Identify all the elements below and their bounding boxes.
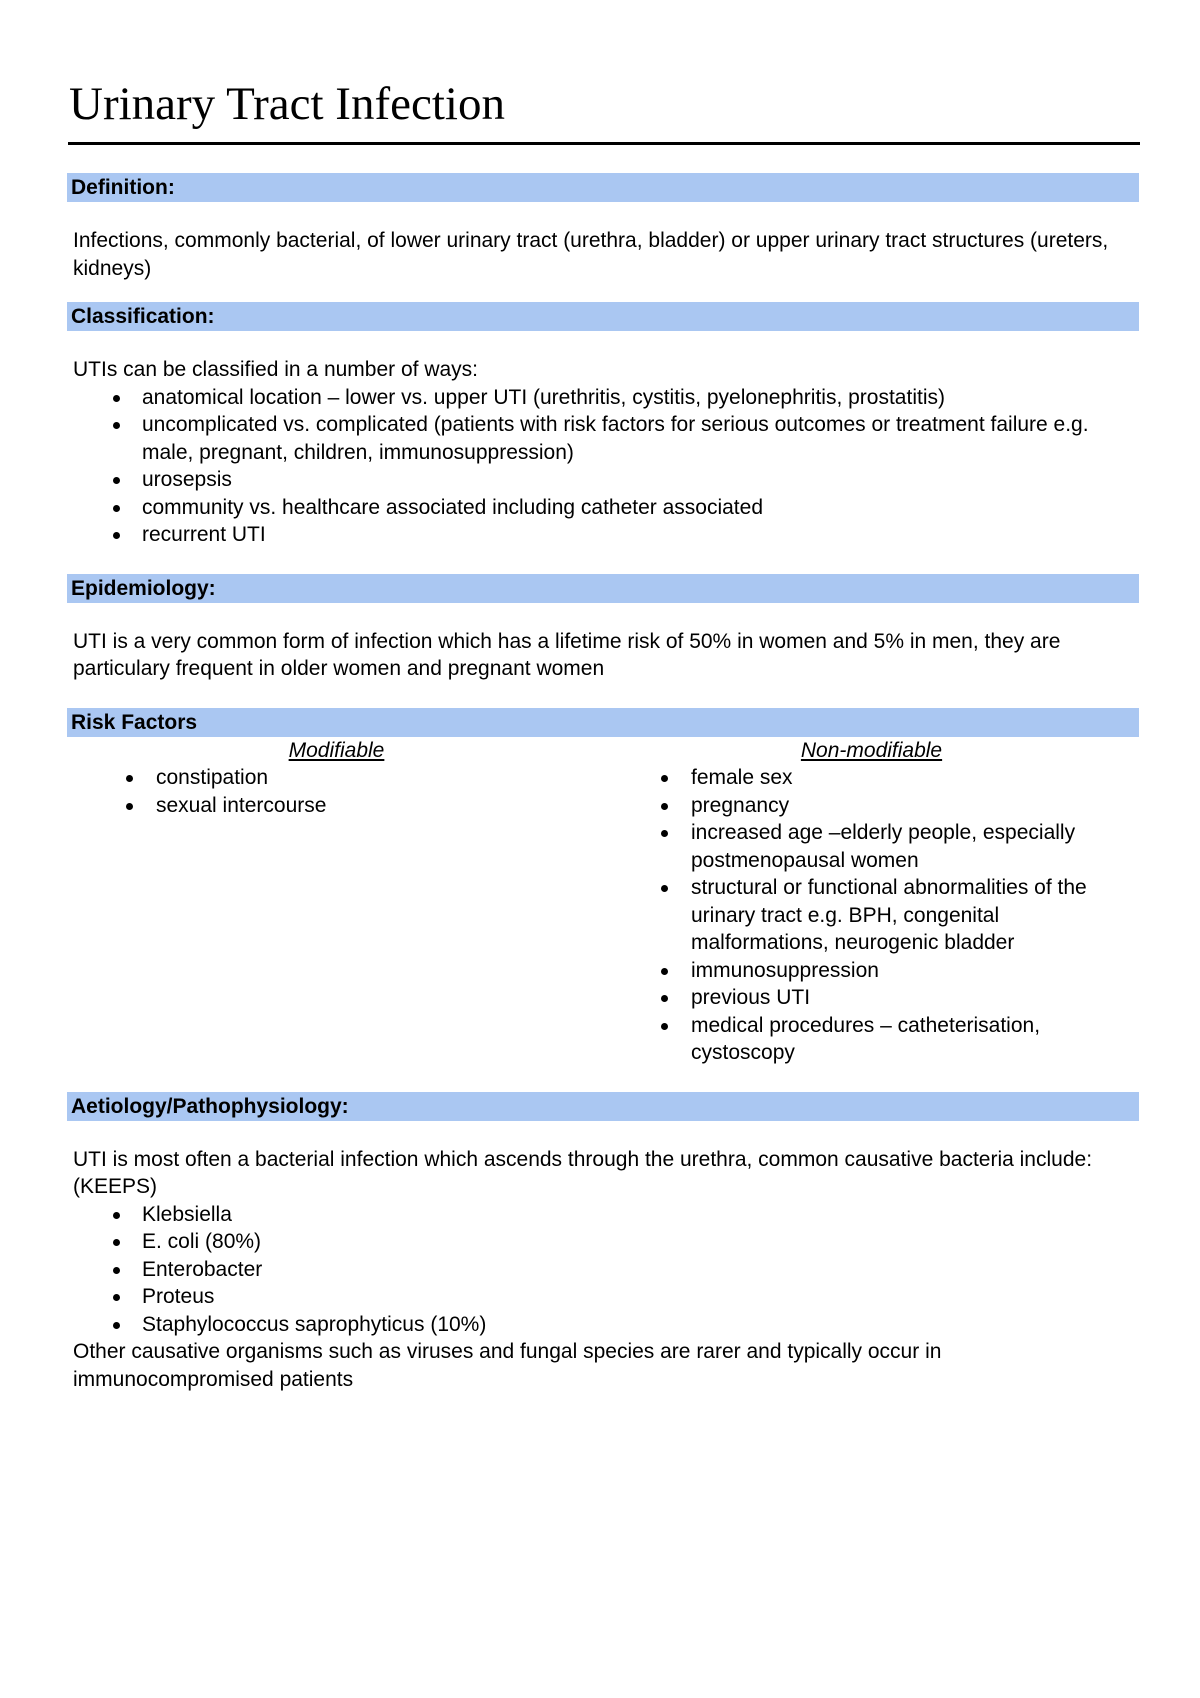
modifiable-list bbox=[69, 764, 604, 819]
list-item bbox=[69, 1311, 1139, 1339]
epidemiology-heading: Epidemiology: bbox=[67, 574, 1139, 603]
bullet-icon bbox=[661, 775, 668, 782]
bullet-icon bbox=[113, 1322, 120, 1329]
classification-intro: UTIs can be classified in a number of ways: bbox=[73, 358, 479, 381]
bullet-icon bbox=[113, 1267, 120, 1274]
list-item-text: Klebsiella bbox=[142, 1202, 232, 1226]
bullet-icon bbox=[661, 995, 668, 1002]
bullet-icon bbox=[126, 803, 133, 810]
bullet-icon bbox=[661, 830, 668, 837]
list-item bbox=[604, 1012, 1139, 1067]
bullet-icon bbox=[113, 477, 120, 484]
list-item bbox=[604, 984, 1139, 1012]
list-item-text: previous UTI bbox=[691, 986, 811, 1009]
list-item-text: constipation bbox=[156, 766, 269, 789]
bullet-icon bbox=[113, 505, 120, 512]
list-item bbox=[604, 792, 1139, 820]
list-item-text: increased age –elderly people, especially postmenopausal women bbox=[691, 821, 1076, 872]
list-item bbox=[69, 1201, 1139, 1229]
classification-heading: Classification: bbox=[67, 302, 1139, 331]
list-item bbox=[69, 792, 604, 820]
modifiable-column bbox=[69, 737, 604, 1067]
definition-text: Infections, commonly bacterial, of lower urinary tract (urethra, bladder) or upper urinary tract structures (ureters, kidneys) bbox=[73, 229, 1109, 280]
list-item bbox=[604, 874, 1139, 957]
list-item bbox=[69, 1283, 1139, 1311]
list-item bbox=[604, 819, 1139, 874]
modifiable-heading: Modifiable bbox=[288, 738, 385, 762]
list-item-text: medical procedures – catheterisation, cystoscopy bbox=[691, 1013, 1041, 1064]
non-modifiable-column bbox=[604, 737, 1139, 1067]
epidemiology-text: UTI is a very common form of infection which has a lifetime risk of 50% in women and 5% in men, they are particulary frequent in older women and pregnant women bbox=[73, 629, 1061, 680]
list-item-text: recurrent UTI bbox=[142, 523, 266, 546]
list-item bbox=[69, 764, 604, 792]
bullet-icon bbox=[661, 968, 668, 975]
risk-factors-heading: Risk Factors bbox=[67, 708, 1139, 737]
list-item-text: Staphylococcus saprophyticus (10%) bbox=[142, 1312, 487, 1336]
bullet-icon bbox=[661, 1023, 668, 1030]
bullet-icon bbox=[661, 803, 668, 810]
aetiology-outro: Other causative organisms such as viruses and fungal species are rarer and typically occur in immunocompromised patients bbox=[73, 1340, 942, 1391]
non-modifiable-heading: Non-modifiable bbox=[800, 738, 943, 762]
bullet-icon bbox=[113, 1239, 120, 1246]
list-item-text: sexual intercourse bbox=[156, 793, 327, 817]
page-title: Urinary Tract Infection bbox=[69, 78, 505, 130]
bullet-icon bbox=[113, 1294, 120, 1301]
list-item bbox=[69, 466, 1139, 494]
aetiology-intro: UTI is most often a bacterial infection which ascends through the urethra, common causative bacteria include: (KEEPS) bbox=[73, 1147, 1093, 1198]
bullet-icon bbox=[113, 395, 120, 402]
bullet-icon bbox=[113, 1212, 120, 1219]
list-item bbox=[69, 494, 1139, 522]
list-item-text: urosepsis bbox=[142, 468, 232, 491]
list-item bbox=[69, 411, 1139, 466]
classification-list bbox=[69, 384, 1139, 549]
list-item-text: uncomplicated vs. complicated (patients with risk factors for serious outcomes or treatment failure e.g. male, pregnant, children, immunosuppression) bbox=[142, 413, 1089, 464]
risk-factors-columns bbox=[69, 737, 1139, 1067]
list-item-text: anatomical location – lower vs. upper UTI (urethritis, cystitis, pyelonephritis, prostatitis) bbox=[142, 385, 945, 409]
list-item-text: female sex bbox=[691, 766, 793, 789]
list-item-text: pregnancy bbox=[691, 793, 790, 817]
list-item-text: Proteus bbox=[142, 1285, 215, 1308]
bullet-icon bbox=[661, 885, 668, 892]
list-item-text: Enterobacter bbox=[142, 1257, 263, 1281]
bullet-icon bbox=[126, 775, 133, 782]
list-item bbox=[604, 957, 1139, 985]
list-item-text: community vs. healthcare associated including catheter associated bbox=[142, 495, 763, 519]
non-modifiable-list bbox=[604, 764, 1139, 1067]
list-item-text: structural or functional abnormalities of the urinary tract e.g. BPH, congenital malformations, neurogenic bladder bbox=[691, 876, 1087, 954]
list-item bbox=[604, 764, 1139, 792]
list-item bbox=[69, 1228, 1139, 1256]
title-rule bbox=[68, 142, 1140, 145]
list-item-text: E. coli (80%) bbox=[142, 1230, 262, 1253]
aetiology-heading: Aetiology/Pathophysiology: bbox=[67, 1092, 1139, 1121]
bullet-icon bbox=[113, 422, 120, 429]
definition-heading: Definition: bbox=[67, 173, 1139, 202]
list-item bbox=[69, 384, 1139, 412]
list-item bbox=[69, 1256, 1139, 1284]
list-item-text: immunosuppression bbox=[691, 958, 879, 982]
list-item bbox=[69, 521, 1139, 549]
aetiology-list bbox=[69, 1201, 1139, 1339]
bullet-icon bbox=[113, 532, 120, 539]
